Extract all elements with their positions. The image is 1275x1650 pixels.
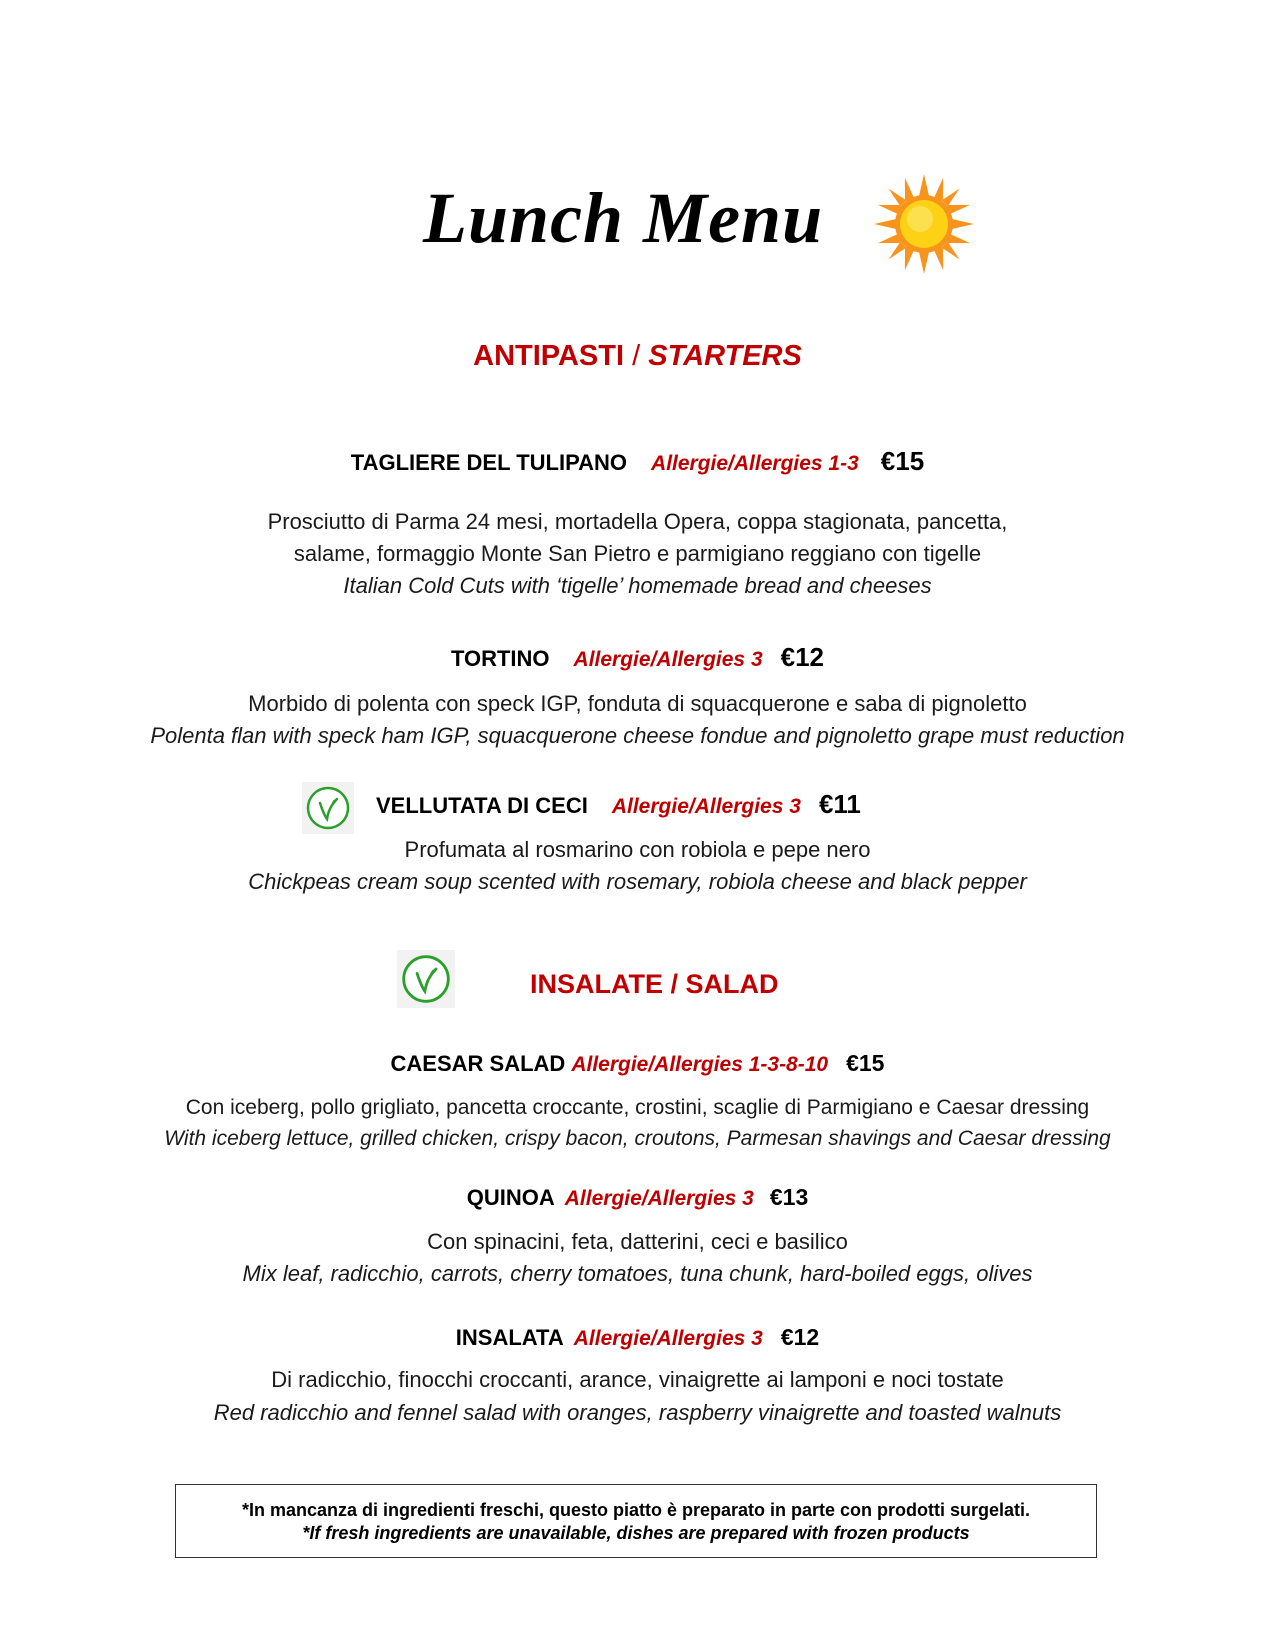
dish-desc-en: Mix leaf, radicchio, carrots, cherry tomatoes, tuna chunk, hard-boiled eggs, olives xyxy=(242,1261,1033,1286)
frozen-products-notice xyxy=(175,1484,1097,1558)
dish-row-vellutata xyxy=(376,789,861,822)
dish-name: VELLUTATA DI CECI xyxy=(376,793,588,818)
dish-allergies: Allergie/Allergies 3 xyxy=(573,1327,763,1350)
dish-price: €12 xyxy=(780,1324,820,1350)
dish-desc-en: Italian Cold Cuts with ‘tigelle’ homemade bread and cheeses xyxy=(343,573,932,598)
heading-separator: / xyxy=(632,340,641,372)
notice-text-it: *In mancanza di ingredienti freschi, questo piatto è preparato in parte con prodotti surgelati. xyxy=(241,1500,1031,1520)
dish-desc-it: Con spinacini, feta, datterini, ceci e basilico xyxy=(427,1229,848,1254)
dish-price: €11 xyxy=(818,789,861,819)
dish-price: €13 xyxy=(769,1184,809,1210)
dish-allergies: Allergie/Allergies 3 xyxy=(573,648,763,671)
dish-price: €12 xyxy=(780,642,825,672)
dish-row-insalata xyxy=(0,1322,1275,1354)
dish-desc-en: Chickpeas cream soup scented with rosemary, robiola cheese and black pepper xyxy=(248,869,1027,894)
dish-name: TAGLIERE DEL TULIPANO xyxy=(350,450,628,475)
dish-name: QUINOA xyxy=(466,1185,555,1210)
section-heading-salads: INSALATE / SALAD xyxy=(530,969,779,999)
dish-desc-it: Con iceberg, pollo grigliato, pancetta croccante, crostini, scaglie di Parmigiano e Caesar dressing xyxy=(185,1096,1090,1119)
dish-desc-en: With iceberg lettuce, grilled chicken, crispy bacon, croutons, Parmesan shavings and Caesar dressing xyxy=(164,1127,1111,1150)
dish-row-caesar xyxy=(0,1048,1275,1080)
notice-text-en: *If fresh ingredients are unavailable, dishes are prepared with frozen products xyxy=(302,1523,970,1543)
dish-name: INSALATA xyxy=(455,1325,564,1350)
section-heading-starters xyxy=(0,338,1275,374)
dish-price: €15 xyxy=(846,1050,885,1076)
dish-name: TORTINO xyxy=(450,646,550,671)
dish-row-tagliere xyxy=(0,446,1275,479)
dish-allergies: Allergie/Allergies 1-3 xyxy=(651,452,859,475)
dish-desc-it: Prosciutto di Parma 24 mesi, mortadella Opera, coppa stagionata, pancetta, xyxy=(267,509,1008,534)
dish-desc-it: Di radicchio, finocchi croccanti, arance, vinaigrette ai lamponi e noci tostate xyxy=(271,1367,1004,1392)
dish-row-quinoa xyxy=(0,1182,1275,1214)
vegetarian-leaf-icon xyxy=(396,950,456,1008)
dish-row-tortino xyxy=(0,642,1275,675)
dish-desc-en: Red radicchio and fennel salad with oranges, raspberry vinaigrette and toasted walnuts xyxy=(213,1400,1062,1425)
dish-allergies: Allergie/Allergies 3 xyxy=(611,795,801,818)
dish-desc-it: salame, formaggio Monte San Pietro e parmigiano reggiano con tigelle xyxy=(293,541,982,566)
vegetarian-leaf-icon xyxy=(302,782,354,834)
heading-starters-en: STARTERS xyxy=(648,340,802,372)
dish-desc-it: Morbido di polenta con speck IGP, fonduta di squacquerone e saba di pignoletto xyxy=(248,691,1027,716)
dish-desc-en: Polenta flan with speck ham IGP, squacquerone cheese fondue and pignoletto grape must reduction xyxy=(150,723,1125,748)
dish-allergies: Allergie/Allergies 1-3-8-10 xyxy=(571,1053,829,1076)
dish-allergies: Allergie/Allergies 3 xyxy=(564,1187,754,1210)
page-title: Lunch Menu xyxy=(423,178,824,258)
heading-starters-it: ANTIPASTI xyxy=(473,340,625,372)
dish-price: €15 xyxy=(880,446,925,476)
sun-icon xyxy=(872,172,976,276)
dish-desc-it: Profumata al rosmarino con robiola e pepe nero xyxy=(404,837,871,862)
dish-name: CAESAR SALAD xyxy=(390,1051,566,1076)
